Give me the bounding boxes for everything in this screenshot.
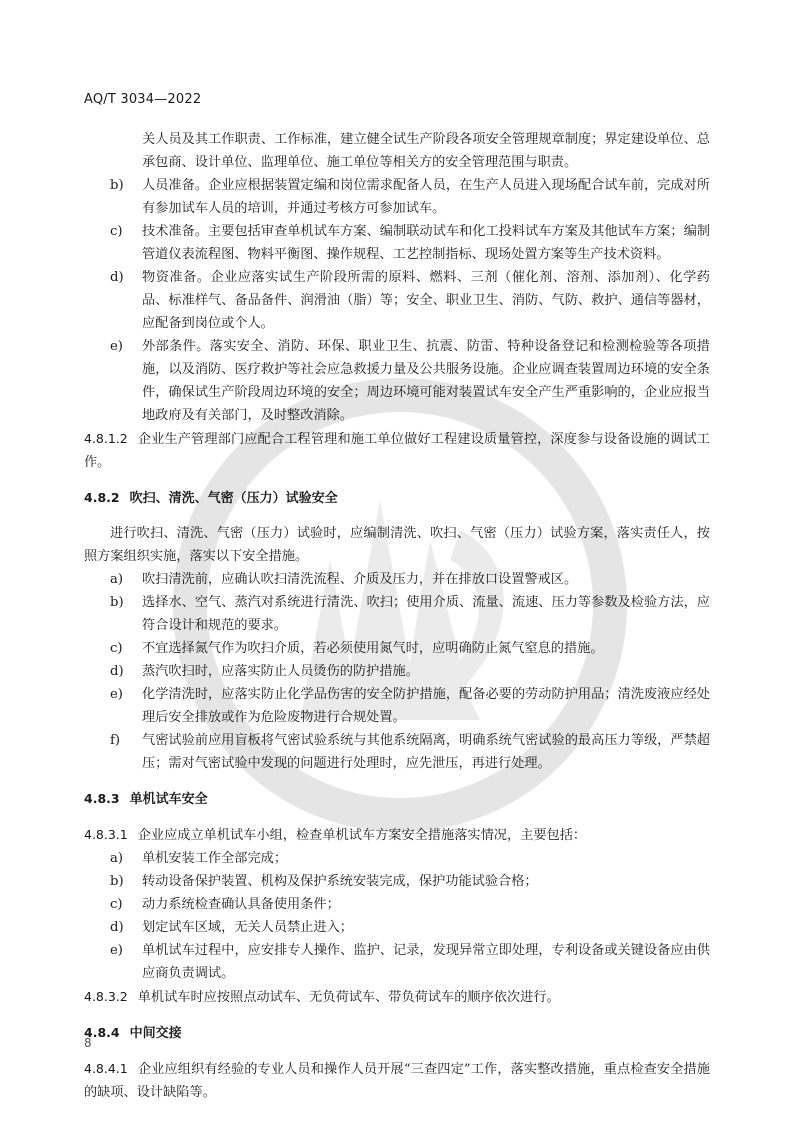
list-item-label: a): [110, 851, 124, 866]
list-item-text: 化学清洗时，应落实防止化学品伤害的安全防护措施，配备必要的劳动防护用品；清洗废液应经处理后安全排放或作为危险废物进行合规处置。: [142, 687, 710, 725]
clause-text: 企业应组织有经验的专业人员和操作人员开展“三查四定”工作，落实整改措施，重点检查安全措施的缺项、设计缺陷等。: [84, 1062, 710, 1100]
list-item-label: c): [110, 897, 123, 912]
list-item-text: 不宜选择氮气作为吹扫介质，若必须使用氮气时，应明确防止氮气窒息的措施。: [142, 641, 604, 656]
section-number: 4.8.2: [84, 490, 120, 505]
clause-4-8-4-1: [84, 1057, 710, 1104]
list-item-text: 单机试车过程中，应安排专人操作、监护、记录，发现异常立即处理，专利设备或关键设备应由供应商负责调试。: [142, 943, 710, 981]
list-item-label: b): [110, 178, 124, 193]
list-item: [84, 568, 710, 591]
purge-intro-paragraph: 进行吹扫、清洗、气密（压力）试验时，应编制清洗、吹扫、气密（压力）试验方案，落实责任人，按照方案组织实施，落实以下安全措施。: [84, 526, 710, 564]
list-item: [84, 174, 710, 220]
list-item: [84, 893, 710, 916]
list-item-text: 气密试验前应用盲板将气密试验系统与其他系统隔离，明确系统气密试验的最高压力等级，严禁超压；需对气密试验中发现的问题进行处理时，应先泄压，再进行处理。: [142, 733, 710, 771]
list-item-label: e): [110, 943, 123, 958]
list-item-label: d): [110, 270, 124, 285]
clause-4-8-1-2: [84, 427, 710, 474]
clause-number: 4.8.3.2: [84, 989, 128, 1004]
list-item: [84, 266, 710, 335]
clause-4-8-3-1: [84, 823, 710, 847]
list-item: [84, 660, 710, 683]
list-item: [84, 916, 710, 939]
list-item: [84, 729, 710, 775]
list-item-text: 技术准备。主要包括审查单机试车方案、编制联动试车和化工投料试车方案及其他试车方案；编制管道仪表流程图、物料平衡图、操作规程、工艺控制指标、现场处置方案等生产技术资料。: [142, 224, 710, 262]
list-item: [84, 335, 710, 427]
section-title: 单机试车安全: [129, 792, 208, 807]
list-item-label: e): [110, 687, 123, 702]
list-item: [84, 591, 710, 637]
list-item-label: d): [110, 664, 124, 679]
section-title: 中间交接: [129, 1026, 182, 1041]
section-title: 吹扫、清洗、气密（压力）试验安全: [129, 491, 338, 506]
list-item-text: 外部条件。落实安全、消防、环保、职业卫生、抗震、防雷、特种设备登记和检测检验等各项措施，以及消防、医疗救护等社会应急救援力量及公共服务设施。企业应调查装置周边环境的安全条件，确保试生产阶段周边环境的安全；周边环境可能对装置试车安全产生严重影响的，企业应报当地政府及有关部门，及时整改消除。: [142, 339, 710, 423]
list-item: [84, 939, 710, 985]
list-item-text: 吹扫清洗前，应确认吹扫清洗流程、介质及压力，并在排放口设置警戒区。: [142, 572, 578, 587]
list-item-label: a): [110, 572, 124, 587]
section-heading-4-8-3: [84, 787, 710, 811]
section-number: 4.8.4: [84, 1025, 120, 1040]
list-item: [84, 637, 710, 660]
list-item-text: 划定试车区域，无关人员禁止进入；: [142, 920, 353, 935]
list-item-label: b): [110, 874, 124, 889]
clause-number: 4.8.4.1: [84, 1061, 128, 1076]
list-item: [84, 683, 710, 729]
preparation-list: [84, 174, 710, 427]
standard-number-header: AQ/T 3034—2022: [84, 92, 202, 107]
list-item-label: f): [110, 733, 121, 748]
list-item-label: d): [110, 920, 124, 935]
list-item-text: 蒸汽吹扫时，应落实防止人员烫伤的防护措施。: [142, 664, 419, 679]
list-item-text: 物资准备。企业应落实试生产阶段所需的原料、燃料、三剂（催化剂、溶剂、添加剂）、化学药品、标准样气、备品备件、润滑油（脂）等；安全、职业卫生、消防、气防、救护、通信等器材，应配备到岗位或个人。: [142, 270, 710, 331]
list-item-label: c): [110, 641, 123, 656]
list-item: [84, 220, 710, 266]
clause-text: 单机试车时应按照点动试车、无负荷试车、带负荷试车的顺序依次进行。: [137, 990, 560, 1005]
list-item-text: 单机安装工作全部完成；: [142, 851, 288, 866]
list-item-text: 转动设备保护装置、机构及保护系统安装完成，保护功能试验合格；: [142, 874, 538, 889]
section-heading-4-8-2: [84, 486, 710, 510]
purge-measures-list: [84, 568, 710, 775]
list-item: [84, 847, 710, 870]
list-item: [84, 870, 710, 893]
single-machine-checks-list: [84, 847, 710, 985]
list-item-text: 动力系统检查确认具备使用条件；: [142, 897, 340, 912]
clause-4-8-3-2: [84, 985, 710, 1009]
intro-continuation: 关人员及其工作职责、工作标准，建立健全试生产阶段各项安全管理规章制度；界定建设单位、总承包商、设计单位、监理单位、施工单位等相关方的安全管理范围与职责。: [142, 132, 710, 170]
list-item-label: e): [110, 339, 123, 354]
clause-text: 企业生产管理部门应配合工程管理和施工单位做好工程建设质量管控，深度参与设备设施的调试工作。: [84, 432, 710, 470]
list-item-text: 人员准备。企业应根据装置定编和岗位需求配备人员，在生产人员进入现场配合试车前，完成对所有参加试车人员的培训，并通过考核方可参加试车。: [142, 178, 710, 216]
list-item-text: 选择水、空气、蒸汽对系统进行清洗、吹扫；使用介质、流量、流速、压力等参数及检验方法，应符合设计和规范的要求。: [142, 595, 710, 633]
section-number: 4.8.3: [84, 791, 120, 806]
document-body: [84, 128, 710, 1104]
clause-number: 4.8.1.2: [84, 431, 128, 446]
page-number: 8: [84, 1036, 92, 1050]
list-item-label: c): [110, 224, 123, 239]
clause-number: 4.8.3.1: [84, 827, 128, 842]
list-item-label: b): [110, 595, 124, 610]
clause-text: 企业应成立单机试车小组，检查单机试车方案安全措施落实情况，主要包括：: [137, 828, 587, 843]
section-heading-4-8-4: [84, 1021, 710, 1045]
